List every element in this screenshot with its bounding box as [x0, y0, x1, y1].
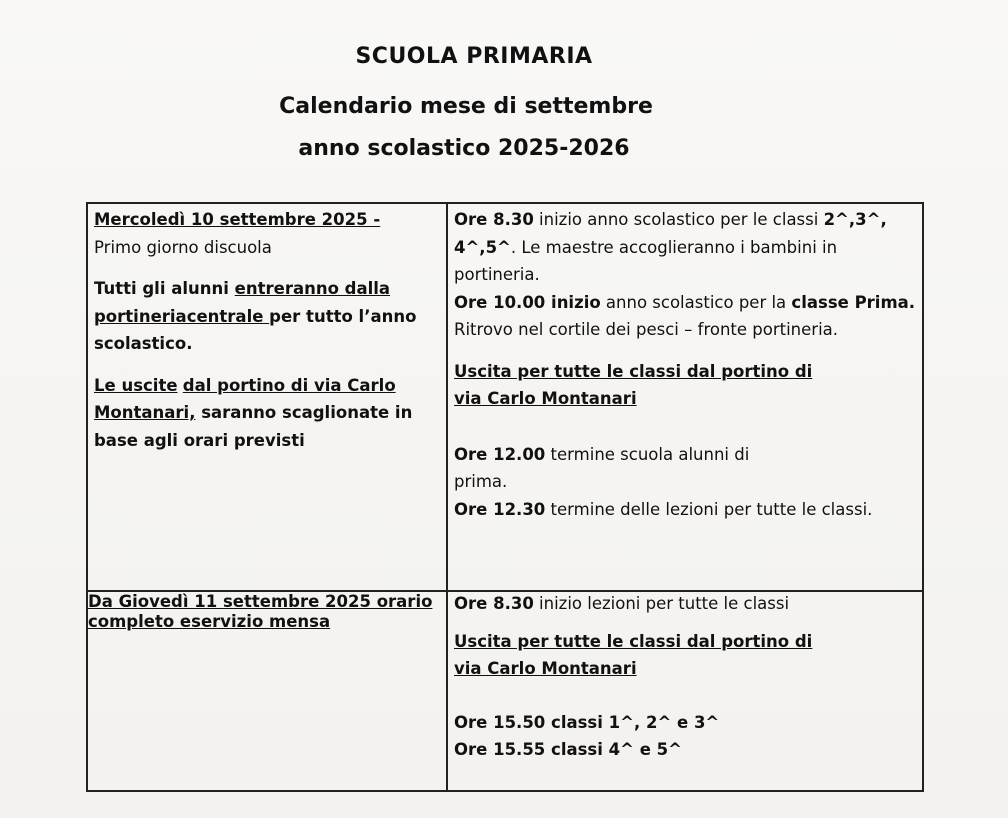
row2-left-cell — [88, 592, 446, 632]
row1-right-cell — [454, 206, 920, 523]
lessons-start: Ore 8.30 inizio lezioni per tutte le classi — [454, 594, 790, 613]
first-day-label: Primo giorno discuola — [94, 237, 272, 257]
exit-location-2: Uscita per tutte le classi dal portino di via Carlo Montanari — [454, 631, 813, 678]
column-divider — [446, 204, 448, 790]
exit-time-4-5: Ore 15.55 classi 4^ e 5^ — [454, 740, 682, 759]
calendar-subtitle: Calendario mese di settembre — [279, 94, 653, 119]
first-day-date: Mercoledì 10 settembre 2025 - — [94, 210, 381, 229]
start-classes-2-5: Ore 8.30 inizio anno scolastico per le classi 2^,3^, 4^,5^. Le maestre accoglieranno i bambini in portineria. — [454, 210, 887, 284]
start-class-prima: Ore 10.00 inizio anno scolastico per la classe Prima. Ritrovo nel cortile dei pesci – fronte portineria. — [454, 292, 916, 339]
exit-note: Le uscite dal portino di via Carlo Montanari, saranno scaglionate in base agli orari previsti — [94, 375, 413, 450]
school-title: SCUOLA PRIMARIA — [355, 44, 593, 69]
row2-right-cell — [454, 590, 920, 764]
exit-time-1-3: Ore 15.50 classi 1^, 2^ e 3^ — [454, 712, 720, 732]
end-time-all: Ore 12.30 termine delle lezioni per tutte le classi. — [454, 499, 873, 519]
full-schedule-date: Da Giovedì 11 settembre 2025 orario completo eservizio mensa — [88, 592, 433, 631]
calendar-table — [86, 202, 924, 792]
exit-location: Uscita per tutte le classi dal portino di via Carlo Montanari — [454, 361, 813, 408]
row1-left-cell — [94, 206, 440, 454]
school-year: anno scolastico 2025-2026 — [298, 136, 630, 161]
end-time-prima: Ore 12.00 termine scuola alunni di prima. — [454, 444, 750, 491]
entry-note: Tutti gli alunni entreranno dalla portineriacentrale per tutto l’anno scolastico. — [94, 279, 417, 353]
